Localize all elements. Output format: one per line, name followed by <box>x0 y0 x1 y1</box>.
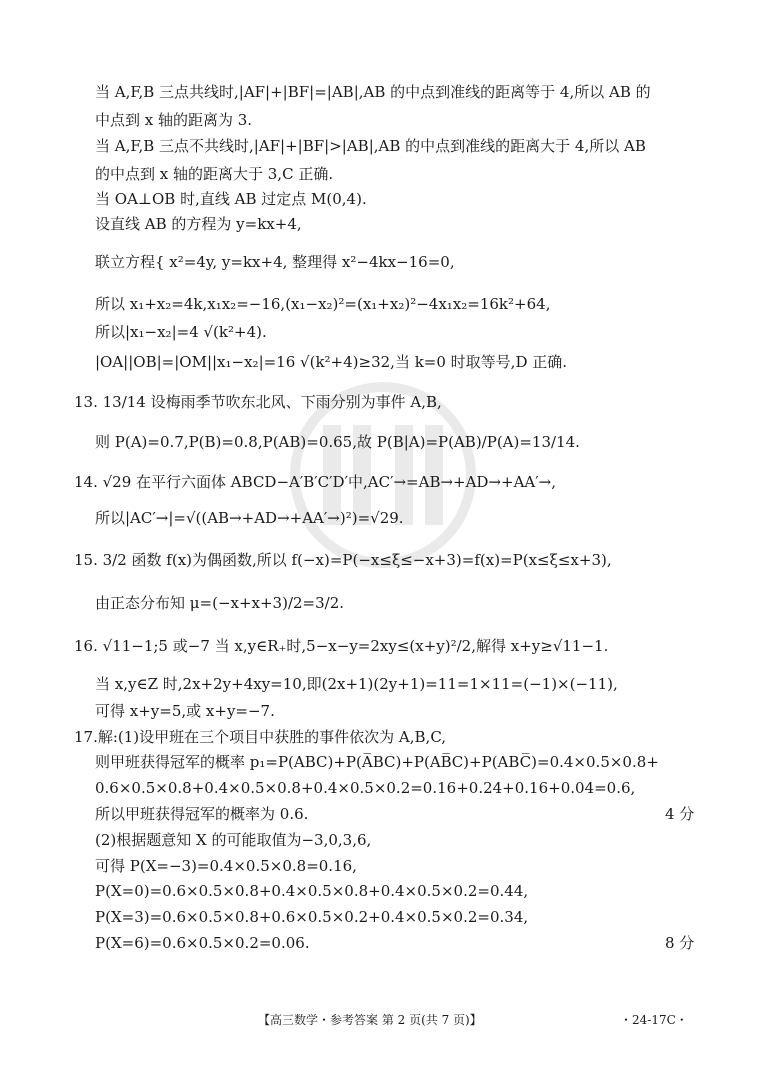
text-line: 可得 x+y=5,或 x+y=−7. <box>95 702 275 720</box>
text-line: P(X=0)=0.6×0.5×0.8+0.4×0.5×0.8+0.4×0.5×0.2=0.44, <box>95 882 529 900</box>
text-line: 则 P(A)=0.7,P(B)=0.8,P(AB)=0.65,故 P(B|A)=P(AB)/P(A)=13/14. <box>95 433 580 451</box>
footer-code: ・24-17C・ <box>620 1013 688 1027</box>
score-label: 8 分 <box>665 934 695 952</box>
text-line: 由正态分布知 μ=(−x+x+3)/2=3/2. <box>95 594 345 612</box>
text-line: 可得 P(X=−3)=0.4×0.5×0.8=0.16, <box>95 857 357 875</box>
answer-17: 17.解:(1)设甲班在三个项目中获胜的事件依次为 A,B,C, <box>74 728 447 746</box>
text-line: |OA||OB|=|OM||x₁−x₂|=16 √(k²+4)≥32,当 k=0 时取等号,D 正确. <box>95 353 568 371</box>
text-line: 所以|AC′→|=√((AB→+AD→+AA′→)²)=√29. <box>95 509 404 527</box>
text-line: 则甲班获得冠军的概率 p₁=P(ABC)+P(A̅BC)+P(AB̅C)+P(ABC̅)=0.4×0.5×0.8+ <box>95 753 659 771</box>
answer-15: 15. 3/2 函数 f(x)为偶函数,所以 f(−x)=P(−x≤ξ≤−x+3)=f(x)=P(x≤ξ≤x+3), <box>74 551 612 569</box>
footer-title: 【高三数学・参考答案 第 2 页(共 7 页)】 <box>258 1013 482 1027</box>
text-line: 当 A,F,B 三点不共线时,|AF|+|BF|>|AB|,AB 的中点到准线的距离大于 4,所以 AB <box>95 137 646 155</box>
answer-14: 14. √29 在平行六面体 ABCD−A′B′C′D′中,AC′→=AB→+AD→+AA′→, <box>74 473 557 491</box>
text-line: (2)根据题意知 X 的可能取值为−3,0,3,6, <box>95 831 372 849</box>
text-line: P(X=3)=0.6×0.5×0.8+0.6×0.5×0.2+0.4×0.5×0.2=0.34, <box>95 908 529 926</box>
answer-16: 16. √11−1;5 或−7 当 x,y∈R₊时,5−x−y=2xy≤(x+y)²/2,解得 x+y≥√11−1. <box>74 637 609 655</box>
text-line: 所以|x₁−x₂|=4 √(k²+4). <box>95 323 267 341</box>
text-line: 当 OA⊥OB 时,直线 AB 过定点 M(0,4). <box>95 190 367 208</box>
text-line: 联立方程{ x²=4y, y=kx+4, 整理得 x²−4kx−16=0, <box>95 253 455 271</box>
text-line: 的中点到 x 轴的距离大于 3,C 正确. <box>95 165 334 183</box>
text-line: 设直线 AB 的方程为 y=kx+4, <box>95 215 302 233</box>
text-line: 0.6×0.5×0.8+0.4×0.5×0.8+0.4×0.5×0.2=0.16+0.24+0.16+0.04=0.6, <box>95 779 636 797</box>
text-line: 中点到 x 轴的距离为 3. <box>95 111 253 129</box>
answer-13: 13. 13/14 设梅雨季节吹东北风、下雨分别为事件 A,B, <box>74 393 442 411</box>
text-line: 当 A,F,B 三点共线时,|AF|+|BF|=|AB|,AB 的中点到准线的距离等于 4,所以 AB 的 <box>95 83 651 101</box>
text-line: P(X=6)=0.6×0.5×0.2=0.06. <box>95 934 310 952</box>
text-line: 所以甲班获得冠军的概率为 0.6. <box>95 805 309 823</box>
text-line: 所以 x₁+x₂=4k,x₁x₂=−16,(x₁−x₂)²=(x₁+x₂)²−4x₁x₂=16k²+64, <box>95 295 551 313</box>
text-line: 当 x,y∈Z 时,2x+2y+4xy=10,即(2x+1)(2y+1)=11=1×11=(−1)×(−11), <box>95 675 618 693</box>
score-label: 4 分 <box>665 805 695 823</box>
